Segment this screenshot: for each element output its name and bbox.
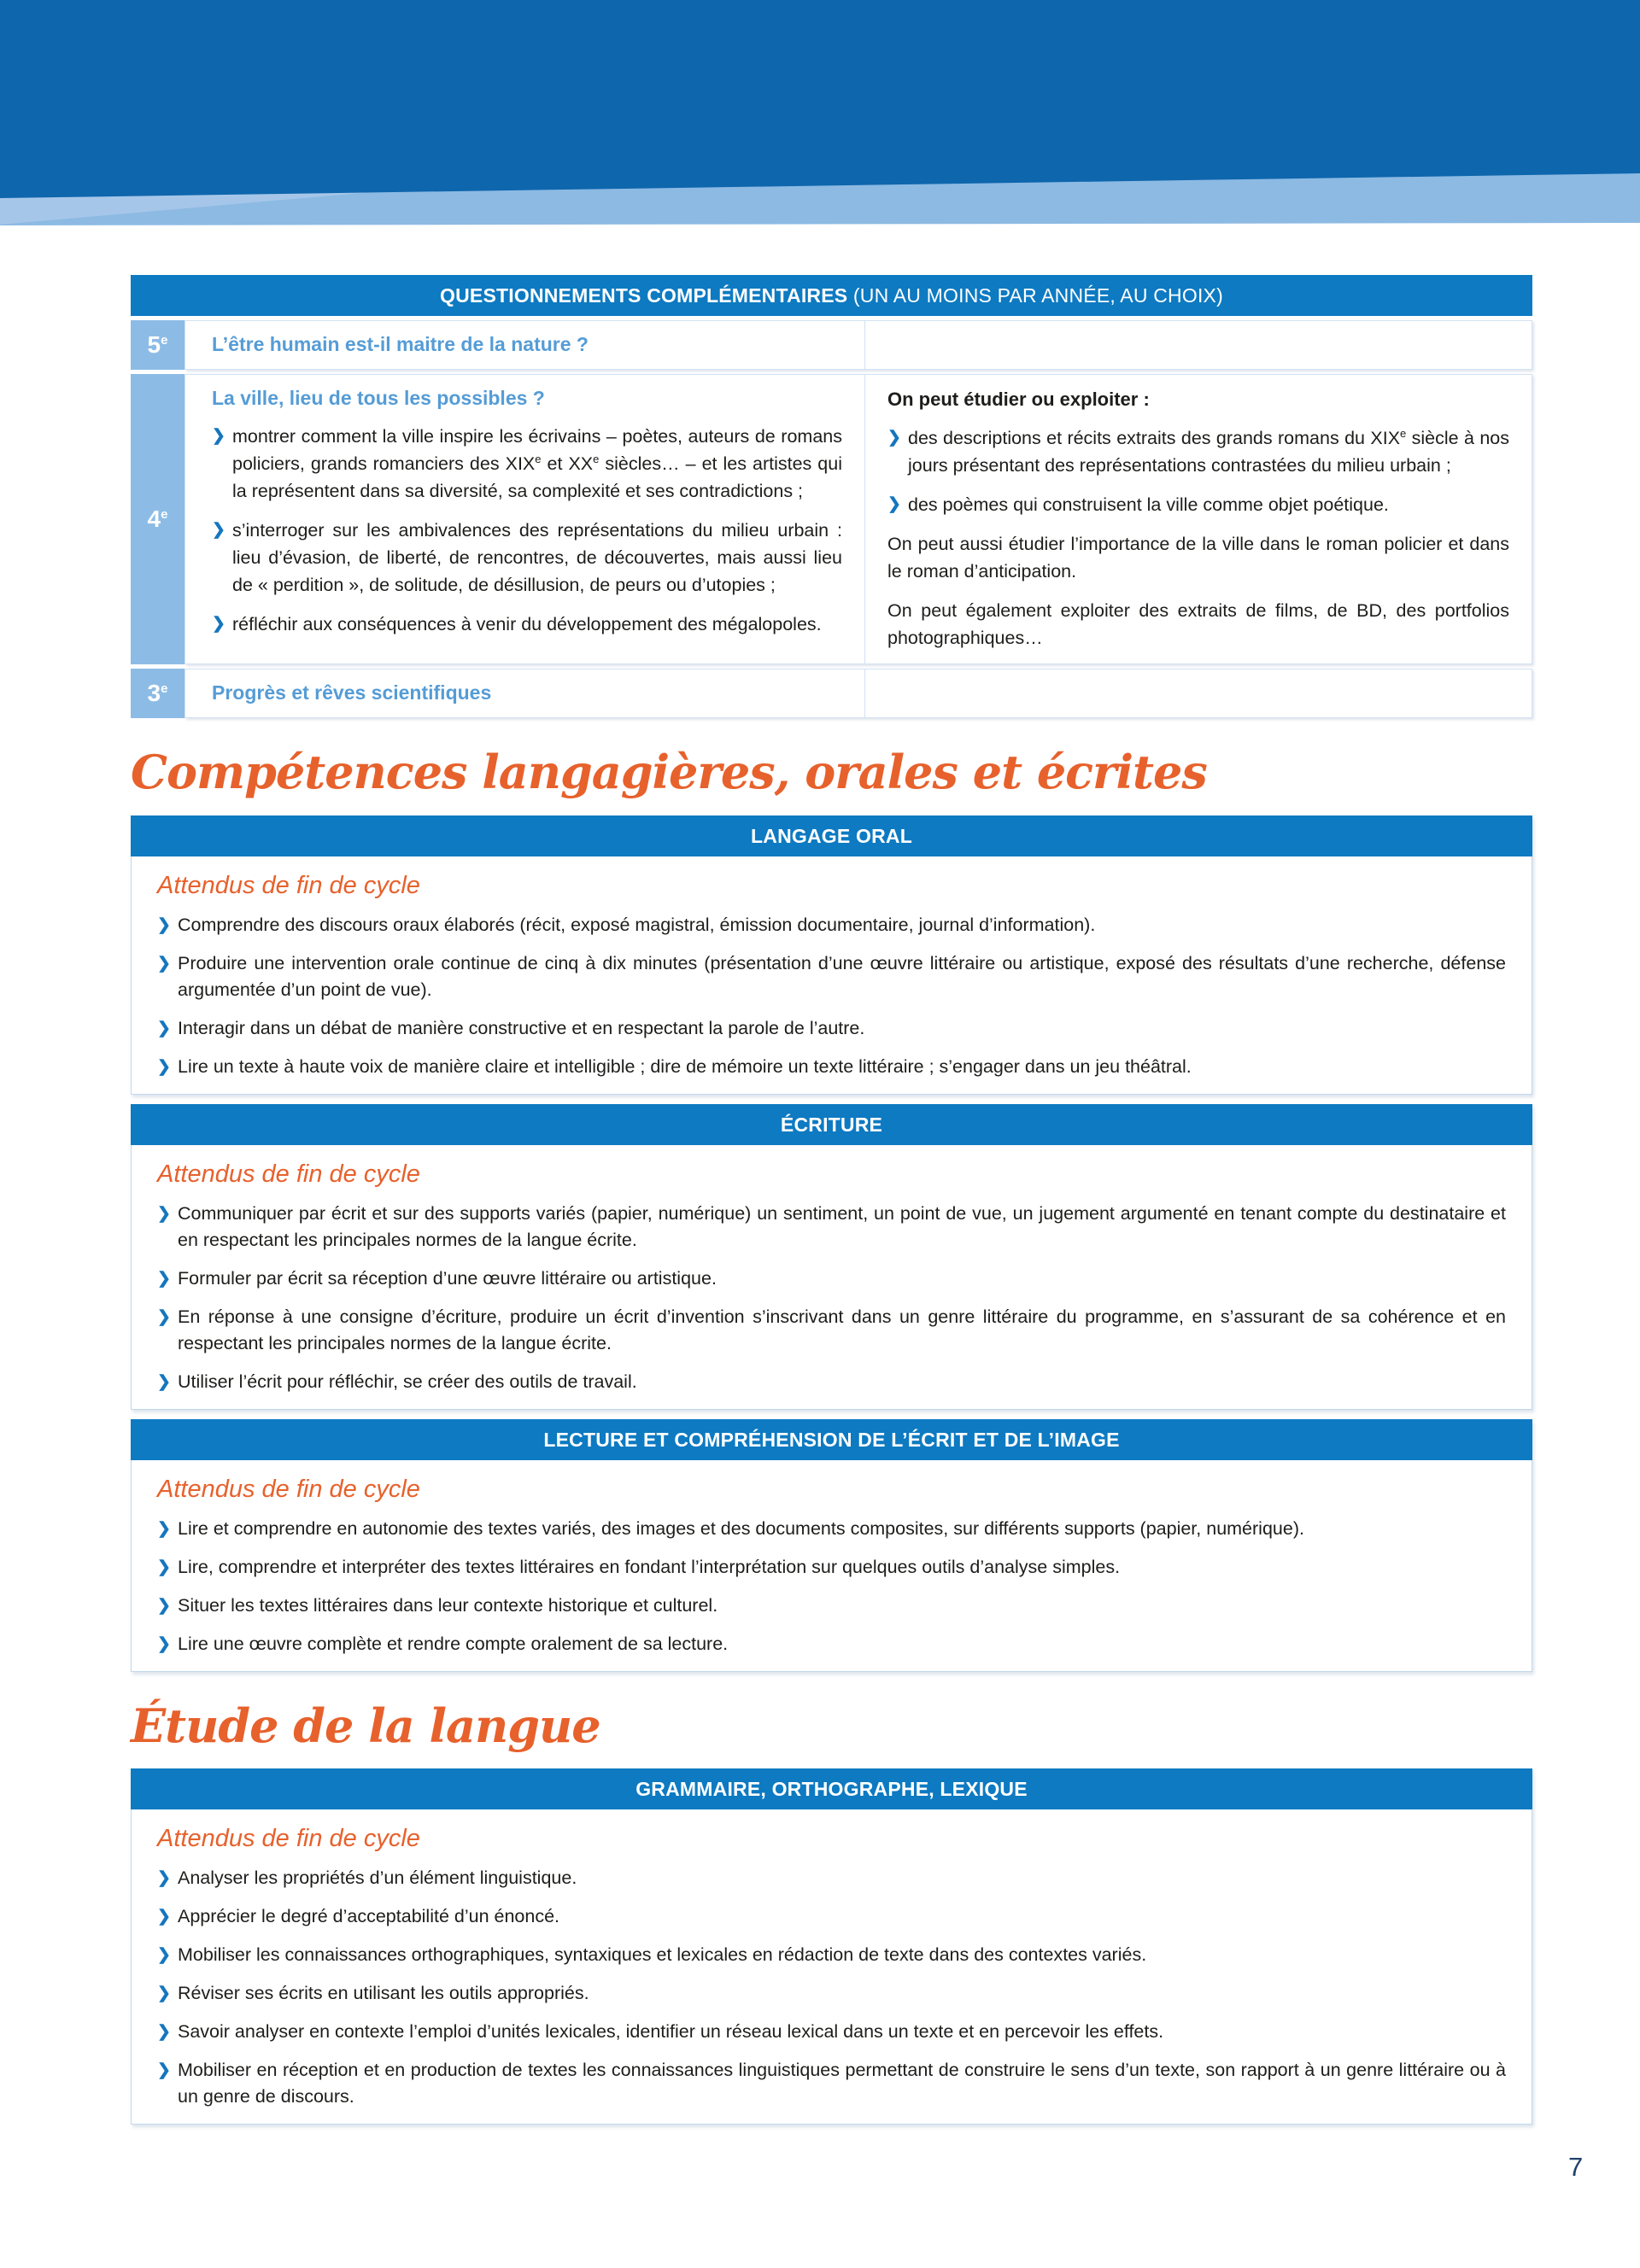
row-3e-empty-cell — [865, 669, 1532, 717]
bullet-text: des descriptions et récits extraits des grands romans du XIXe siècle à nos jours présentant des représentations contrastées du milieu urbain ; — [908, 426, 1509, 476]
chevron-bullet-icon: ❯ — [157, 1057, 171, 1076]
chevron-bullet-icon: ❯ — [157, 915, 171, 934]
bullet-item — [157, 1054, 1506, 1080]
heading-competences-langagieres: Compétences langagières, orales et écrites — [131, 745, 1207, 799]
bullet-item — [887, 424, 1509, 479]
chevron-bullet-icon: ❯ — [212, 615, 226, 633]
bullet-item — [157, 1516, 1506, 1542]
chevron-bullet-icon: ❯ — [157, 1558, 171, 1576]
bullet-item — [157, 1942, 1506, 1968]
questionnements-table — [131, 275, 1532, 718]
row-5e-question-cell — [185, 321, 865, 369]
chevron-bullet-icon: ❯ — [157, 1519, 171, 1538]
section-header-ecriture: ÉCRITURE — [131, 1104, 1532, 1145]
bullet-text: Analyser les propriétés d’un élément linguistique. — [178, 1868, 577, 1888]
bullet-item — [157, 1903, 1506, 1930]
chevron-bullet-icon: ❯ — [157, 1307, 171, 1326]
chevron-bullet-icon: ❯ — [157, 1946, 171, 1964]
page-top-banner — [0, 0, 1640, 231]
grade-badge-3e: 3 e — [131, 669, 184, 718]
chevron-bullet-icon: ❯ — [887, 429, 901, 447]
chevron-bullet-icon: ❯ — [157, 1869, 171, 1887]
bullet-text: Lire une œuvre complète et rendre compte oralement de sa lecture. — [178, 1633, 729, 1654]
bullet-text: Formuler par écrit sa réception d’une œuvre littéraire ou artistique. — [178, 1267, 717, 1289]
section-grammaire — [131, 1768, 1532, 2125]
bullet-item — [157, 2057, 1506, 2110]
bullet-text: Réviser ses écrits en utilisant les outils appropriés. — [178, 1983, 589, 2003]
bullet-item — [157, 1201, 1506, 1254]
section-header-grammaire: GRAMMAIRE, ORTHOGRAPHE, LEXIQUE — [131, 1768, 1532, 1809]
grade-number: 5 — [147, 331, 161, 358]
bullet-text: Situer les textes littéraires dans leur contexte historique et culturel. — [178, 1594, 718, 1616]
table-title-note: (UN AU MOINS PAR ANNÉE, AU CHOIX) — [847, 284, 1223, 307]
bullet-text: Lire, comprendre et interpréter des textes littéraires en fondant l’interprétation sur quelques outils d’analyse simples. — [178, 1556, 1121, 1577]
table-title: QUESTIONNEMENTS COMPLÉMENTAIRES — [440, 284, 848, 307]
bullet-text: Savoir analyser en contexte l’emploi d’unités lexicales, identifier un réseau lexical dans un texte et en percevoir les effets. — [178, 2021, 1164, 2042]
table-row-4e — [131, 374, 1532, 664]
row-title: La ville, lieu de tous les possibles ? — [212, 387, 545, 409]
bullet-item — [212, 423, 842, 505]
row-body — [184, 374, 1532, 664]
attendus-label: Attendus de fin de cycle — [157, 871, 420, 899]
bullet-item — [157, 950, 1506, 1003]
chevron-bullet-icon: ❯ — [212, 427, 226, 445]
table-row-3e — [131, 669, 1532, 718]
chevron-bullet-icon: ❯ — [157, 2023, 171, 2041]
bullet-item — [157, 1980, 1506, 2007]
grade-badge-4e: 4 e — [131, 374, 184, 664]
chevron-bullet-icon: ❯ — [157, 1204, 171, 1223]
bullet-text: Lire et comprendre en autonomie des textes variés, des images et des documents composites, sur différents supports (papier, numérique). — [178, 1517, 1304, 1539]
heading-etude-de-la-langue: Étude de la langue — [131, 1698, 600, 1753]
chevron-bullet-icon: ❯ — [157, 1372, 171, 1391]
chevron-bullet-icon: ❯ — [157, 1019, 171, 1038]
bullet-item — [157, 1304, 1506, 1357]
row-4e-resources-cell — [865, 375, 1532, 663]
bullet-text: réfléchir aux conséquences à venir du développement des mégalopoles. — [232, 614, 822, 634]
bullet-text: Mobiliser les connaissances orthographiques, syntaxiques et lexicales en rédaction de texte dans des contextes variés. — [178, 1944, 1147, 1965]
bullet-text: Mobiliser en réception et en production de textes les connaissances linguistiques permettant de construire le sens d’un texte, son rapport à un genre littéraire ou à un genre de discours. — [178, 2060, 1506, 2107]
section-header-lecture: LECTURE ET COMPRÉHENSION DE L’ÉCRIT ET DE L’IMAGE — [131, 1419, 1532, 1460]
bullet-item — [157, 1015, 1506, 1042]
table-row-5e — [131, 320, 1532, 370]
bullet-text: Interagir dans un débat de manière constructive et en respectant la parole de l’autre. — [178, 1017, 865, 1038]
section-lecture — [131, 1419, 1532, 1672]
row-body — [184, 669, 1532, 718]
resources-paragraph: On peut également exploiter des extraits de films, de BD, des portfolios photographiques… — [887, 600, 1509, 648]
bullet-text: En réponse à une consigne d’écriture, produire un écrit d’invention s’inscrivant dans un genre littéraire du programme, en s’assurant de sa cohérence et en respectant les principales normes de la langue écrite. — [178, 1306, 1506, 1353]
row-title: Progrès et rêves scientifiques — [212, 681, 492, 704]
section-ecriture — [131, 1104, 1532, 1410]
section-header-langage-oral: LANGAGE ORAL — [131, 815, 1532, 856]
bullet-item — [157, 912, 1506, 938]
bullet-text: Produire une intervention orale continue de cinq à dix minutes (présentation d’une œuvre littéraire ou artistique, exposé des résultats d’une recherche, défense argumentée d’un point de vue). — [178, 952, 1506, 1000]
banner-dark-band — [0, 0, 1640, 205]
section-langage-oral — [131, 815, 1532, 1095]
bullet-item — [887, 491, 1509, 518]
bullet-text: Comprendre des discours oraux élaborés (récit, exposé magistral, émission documentaire, journal d’information). — [178, 914, 1096, 935]
chevron-bullet-icon: ❯ — [157, 1269, 171, 1288]
bullet-item — [212, 517, 842, 599]
bullet-item — [157, 1554, 1506, 1581]
page-content — [131, 275, 1532, 2125]
grade-number: 4 — [147, 506, 161, 532]
row-body — [184, 320, 1532, 370]
chevron-bullet-icon: ❯ — [157, 1634, 171, 1653]
bullet-item — [157, 1266, 1506, 1292]
bullet-item — [212, 611, 842, 638]
resources-heading: On peut étudier ou exploiter : — [887, 389, 1150, 410]
bullet-text: Lire un texte à haute voix de manière claire et intelligible ; dire de mémoire un texte littéraire ; s’engager dans un jeu théâtral. — [178, 1055, 1192, 1077]
attendus-label: Attendus de fin de cycle — [157, 1160, 420, 1188]
row-4e-question-cell — [185, 375, 865, 663]
grade-number: 3 — [147, 680, 161, 706]
chevron-bullet-icon: ❯ — [157, 954, 171, 973]
bullet-item — [157, 1593, 1506, 1619]
chevron-bullet-icon: ❯ — [157, 1908, 171, 1926]
bullet-item — [157, 2019, 1506, 2045]
attendus-label: Attendus de fin de cycle — [157, 1475, 420, 1503]
chevron-bullet-icon: ❯ — [212, 521, 226, 539]
chevron-bullet-icon: ❯ — [887, 495, 901, 513]
row-3e-question-cell — [185, 669, 865, 717]
bullet-text: Apprécier le degré d’acceptabilité d’un énoncé. — [178, 1906, 560, 1926]
attendus-label: Attendus de fin de cycle — [157, 1825, 420, 1852]
bullet-text: s’interroger sur les ambivalences des représentations du milieu urbain : lieu d’évasion, de liberté, de rencontres, de découvertes, mais aussi lieu de « perdition », de solitude, de désillusion, de peurs ou d’utopies ; — [232, 520, 842, 595]
grade-badge-5e: 5 e — [131, 320, 184, 370]
bullet-item — [157, 1369, 1506, 1395]
bullet-text: montrer comment la ville inspire les écrivains – poètes, auteurs de romans policiers, grands romanciers des XIXe et XXe siècles… – et les artistes qui la représentent dans sa diversité, sa complexité et ses contradictions ; — [232, 426, 842, 501]
page-number: 7 — [1568, 2152, 1584, 2182]
table-header — [131, 275, 1532, 316]
chevron-bullet-icon: ❯ — [157, 2061, 171, 2079]
bullet-item — [157, 1631, 1506, 1657]
chevron-bullet-icon: ❯ — [157, 1596, 171, 1615]
row-title: L’être humain est-il maitre de la nature ? — [212, 333, 589, 355]
bullet-text: Utiliser l’écrit pour réfléchir, se créer des outils de travail. — [178, 1371, 637, 1392]
bullet-text: des poèmes qui construisent la ville comme objet poétique. — [908, 494, 1389, 515]
bullet-text: Communiquer par écrit et sur des supports variés (papier, numérique) un sentiment, un point de vue, un jugement argumenté en tenant compte du destinataire et en respectant les principales normes de la langue écrite. — [178, 1202, 1506, 1250]
resources-paragraph: On peut aussi étudier l’importance de la ville dans le roman policier et dans le roman d’anticipation. — [887, 534, 1509, 582]
chevron-bullet-icon: ❯ — [157, 1984, 171, 2002]
bullet-item — [157, 1865, 1506, 1891]
row-5e-empty-cell — [865, 321, 1532, 369]
